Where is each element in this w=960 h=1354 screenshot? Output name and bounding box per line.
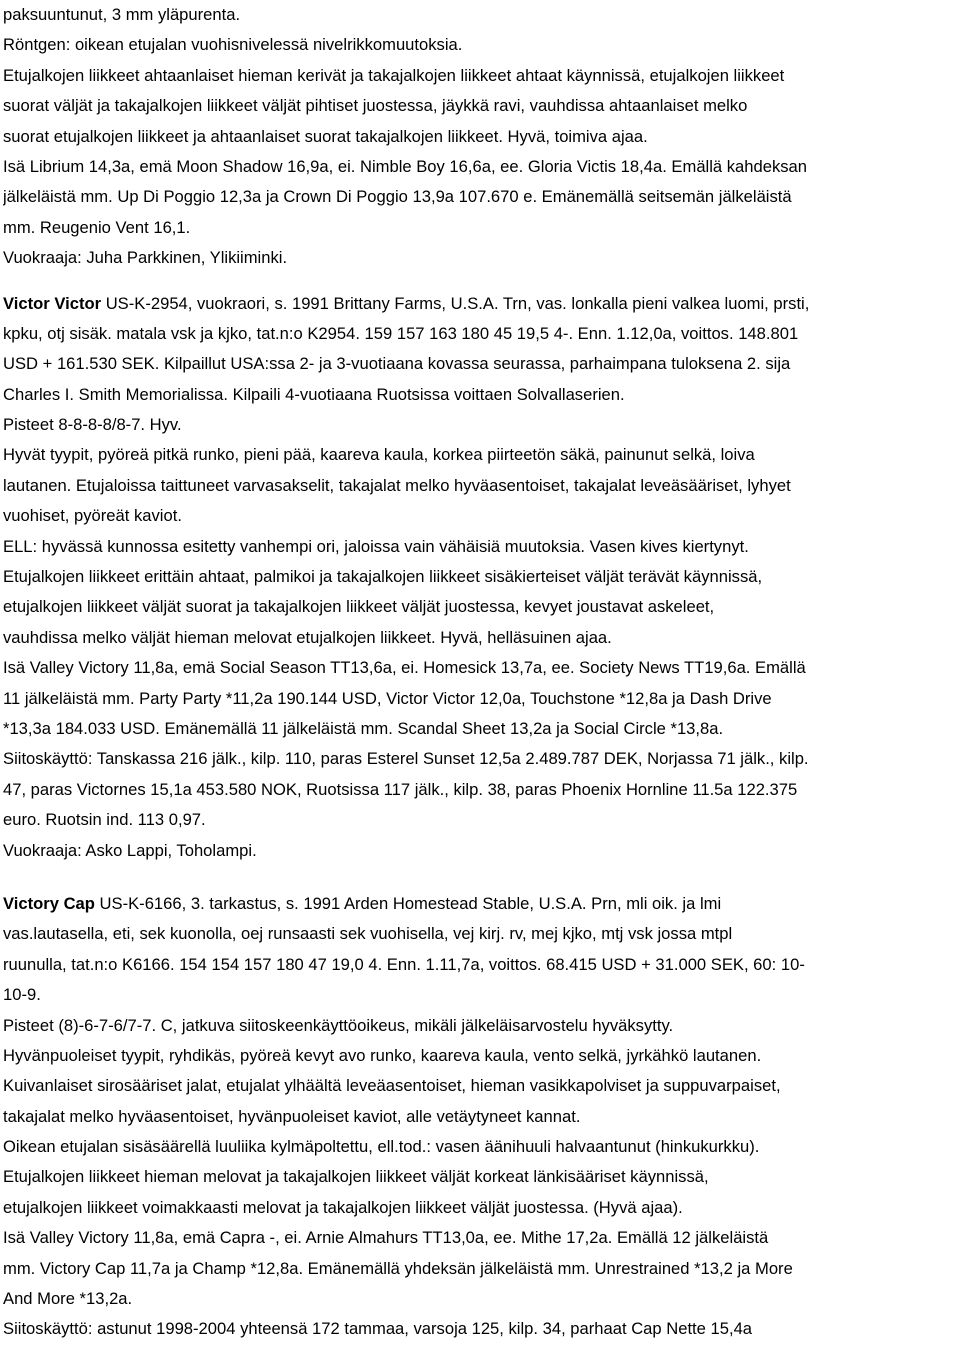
section-spacer [3, 274, 957, 289]
text-line: Isä Valley Victory 11,8a, emä Capra -, ei. Arnie Almahurs TT13,0a, ee. Mithe 17,2a. Emällä 12 jälkeläistä [3, 1228, 769, 1248]
horse-entry-victory-cap [3, 889, 957, 1345]
entry-header-line [3, 289, 957, 319]
text-line: Etujalkojen liikkeet erittäin ahtaat, palmikoi ja takajalkojen liikkeet sisäkierteiset väljät terävät käynnissä, [3, 567, 763, 587]
text-line: lautanen. Etujaloissa taittuneet varvasakselit, takajalat melko hyväasentoiset, takajalat leveäsääriset, lyhyet [3, 475, 791, 495]
horse-name: Victor Victor [3, 293, 102, 313]
text-line: Vuokraaja: Asko Lappi, Toholampi. [3, 840, 257, 860]
text-line: ruunulla, tat.n:o K6166. 154 154 157 180 47 19,0 4. Enn. 1.11,7a, voittos. 68.415 USD + 31.000 SEK, 60: 10- [3, 954, 805, 974]
text-line: suorat väljät ja takajalkojen liikkeet väljät pihtiset juostessa, jäykkä ravi, vauhdissa ahtaanlaiset melko [3, 96, 748, 116]
text-line: USD + 161.530 SEK. Kilpaillut USA:ssa 2- ja 3-vuotiaana kovassa seurassa, parhaimpana tuloksena 2. sija [3, 354, 791, 374]
text-line: ELL: hyvässä kunnossa esitetty vanhempi ori, jaloissa vain vähäisiä muutoksia. Vasen kives kiertynyt. [3, 536, 749, 556]
entry-header-text: US-K-6166, 3. tarkastus, s. 1991 Arden Homestead Stable, U.S.A. Prn, mli oik. ja lmi [94, 893, 722, 913]
text-line: kpku, otj sisäk. matala vsk ja kjko, tat.n:o K2954. 159 157 163 180 45 19,5 4-. Enn. 1.12,0a, voittos. 148.801 [3, 323, 799, 343]
text-line: 11 jälkeläistä mm. Party Party *11,2a 190.144 USD, Victor Victor 12,0a, Touchstone *12,8a ja Dash Drive [3, 688, 772, 708]
text-line: Siitoskäyttö: Tanskassa 216 jälk., kilp. 110, paras Esterel Sunset 12,5a 2.489.787 DEK, Norjassa 71 jälk., kilp. [3, 749, 809, 769]
text-line: Oikean etujalan sisäsäärellä luuliika kylmäpoltettu, ell.tod.: vasen äänihuuli halvaantunut (hinkukurkku). [3, 1137, 760, 1157]
text-line: Charles I. Smith Memorialissa. Kilpaili 4-vuotiaana Ruotsissa voittaen Solvallaserien. [3, 384, 625, 404]
text-line: Hyvät tyypit, pyöreä pitkä runko, pieni pää, kaareva kaula, korkea piirteetön säkä, painunut selkä, loiva [3, 445, 755, 465]
text-line: 47, paras Victornes 15,1a 453.580 NOK, Ruotsissa 117 jälk., kilp. 38, paras Phoenix Hornline 11.5a 122.375 [3, 779, 798, 799]
entry-header-line [3, 889, 957, 919]
text-line: suorat etujalkojen liikkeet ja ahtaanlaiset suorat takajalkojen liikkeet. Hyvä, toimiva ajaa. [3, 126, 648, 146]
text-line: jälkeläistä mm. Up Di Poggio 12,3a ja Crown Di Poggio 13,9a 107.670 e. Emänemällä seitsemän jälkeläistä [3, 187, 792, 207]
text-line: Vuokraaja: Juha Parkkinen, Ylikiiminki. [3, 248, 288, 268]
text-line: Pisteet 8-8-8-8/8-7. Hyv. [3, 415, 182, 435]
document-page [3, 0, 957, 1345]
text-line: Siitoskäyttö: astunut 1998-2004 yhteensä 172 tammaa, varsoja 125, kilp. 34, parhaat Cap Nette 15,4a [3, 1319, 753, 1339]
text-line: mm. Victory Cap 11,7a ja Champ *12,8a. Emänemällä yhdeksän jälkeläistä mm. Unrestrained *13,2 ja More [3, 1258, 793, 1278]
text-line: And More *13,2a. [3, 1289, 133, 1309]
text-line: Isä Valley Victory 11,8a, emä Social Season TT13,6a, ei. Homesick 13,7a, ee. Society News TT19,6a. Emällä [3, 658, 806, 678]
text-line: Pisteet (8)-6-7-6/7-7. C, jatkuva siitoskeenkäyttöoikeus, mikäli jälkeläisarvostelu hyväksytty. [3, 1015, 674, 1035]
text-line: Röntgen: oikean etujalan vuohisnivelessä nivelrikkomuutoksia. [3, 35, 463, 55]
text-line: 10-9. [3, 985, 41, 1005]
text-line: Kuivanlaiset sirosääriset jalat, etujalat ylhäältä leveäasentoiset, hieman vasikkapolviset ja suppuvarpaiset, [3, 1076, 781, 1096]
intro-section [3, 0, 957, 274]
text-line: paksuuntunut, 3 mm yläpurenta. [3, 5, 241, 24]
text-line: mm. Reugenio Vent 16,1. [3, 217, 191, 237]
text-line: euro. Ruotsin ind. 113 0,97. [3, 810, 206, 830]
section-spacer [3, 866, 957, 889]
horse-entry-victor-victor [3, 289, 957, 866]
text-line: Etujalkojen liikkeet ahtaanlaiset hieman kerivät ja takajalkojen liikkeet ahtaat käynnissä, etujalkojen liikkeet [3, 65, 785, 85]
entry-header-text: US-K-2954, vuokraori, s. 1991 Brittany Farms, U.S.A. Trn, vas. lonkalla pieni valkea luomi, prsti, [101, 293, 810, 313]
text-line: Hyvänpuoleiset tyypit, ryhdikäs, pyöreä kevyt avo runko, kaareva kaula, vento selkä, jyrkähkö lautanen. [3, 1045, 762, 1065]
text-line: Etujalkojen liikkeet hieman melovat ja takajalkojen liikkeet väljät korkeat länkisääriset käynnissä, [3, 1167, 709, 1187]
text-line: etujalkojen liikkeet voimakkaasti melovat ja takajalkojen liikkeet väljät juostessa. (Hyvä ajaa). [3, 1197, 683, 1217]
text-line: vauhdissa melko väljät hieman melovat etujalkojen liikkeet. Hyvä, helläsuinen ajaa. [3, 627, 612, 647]
text-line: *13,3a 184.033 USD. Emänemällä 11 jälkeläistä mm. Scandal Sheet 13,2a ja Social Circle *13,8a. [3, 718, 724, 738]
text-line: takajalat melko hyväasentoiset, hyvänpuoleiset kaviot, alle vetäytyneet kannat. [3, 1106, 581, 1126]
text-line: vuohiset, pyöreät kaviot. [3, 506, 182, 526]
text-line: vas.lautasella, eti, sek kuonolla, oej runsaasti sek vuohisella, vej kirj. rv, mej kjko, mtj vsk jossa mtpl [3, 924, 733, 944]
text-line: etujalkojen liikkeet väljät suorat ja takajalkojen liikkeet väljät juostessa, kevyet joustavat askeleet, [3, 597, 715, 617]
horse-name: Victory Cap [3, 893, 95, 913]
text-line: Isä Librium 14,3a, emä Moon Shadow 16,9a, ei. Nimble Boy 16,6a, ee. Gloria Victis 18,4a. Emällä kahdeksan [3, 156, 808, 176]
